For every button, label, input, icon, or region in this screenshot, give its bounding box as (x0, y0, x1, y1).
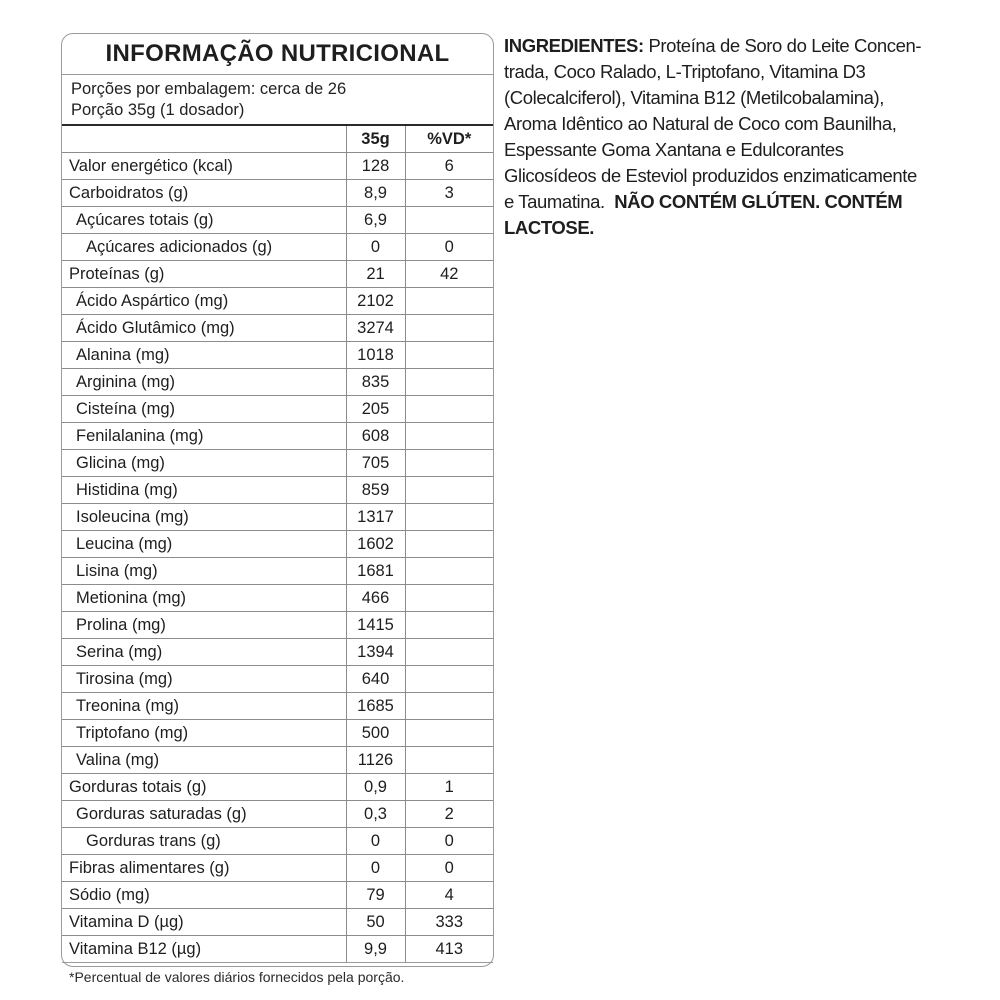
nutrient-daily-value (405, 396, 493, 423)
nutrient-name: Sódio (mg) (62, 882, 346, 909)
ingredients-line: (Colecalciferol), Vitamina B12 (Metilcobalamina), (504, 87, 885, 108)
table-row (62, 288, 493, 315)
nutrient-name: Tirosina (mg) (62, 666, 346, 693)
nutrient-name: Ácido Glutâmico (mg) (62, 315, 346, 342)
nutrient-daily-value: 42 (405, 261, 493, 288)
nutrient-daily-value (405, 531, 493, 558)
nutrient-name: Valina (mg) (62, 747, 346, 774)
nutrient-amount: 1681 (346, 558, 405, 585)
nutrient-daily-value: 0 (405, 234, 493, 261)
table-row (62, 909, 493, 936)
nutrient-amount: 2102 (346, 288, 405, 315)
nutrient-amount: 79 (346, 882, 405, 909)
table-row (62, 531, 493, 558)
nutrient-daily-value: 6 (405, 153, 493, 180)
serving-info (62, 75, 493, 126)
table-row (62, 342, 493, 369)
table-row (62, 720, 493, 747)
nutrient-daily-value (405, 288, 493, 315)
ingredients-line (504, 189, 964, 215)
footnote: *Percentual de valores diários fornecidos pela porção. (69, 969, 405, 985)
nutrient-name: Valor energético (kcal) (62, 153, 346, 180)
nutrient-daily-value (405, 423, 493, 450)
nutrition-facts-panel (61, 33, 494, 985)
ingredients-text (504, 33, 964, 241)
nutrient-name: Gorduras totais (g) (62, 774, 346, 801)
table-row (62, 828, 493, 855)
ingredients-line: Espessante Goma Xantana e Edulcorantes (504, 139, 844, 160)
nutrient-daily-value (405, 720, 493, 747)
nutrient-name: Carboidratos (g) (62, 180, 346, 207)
table-row (62, 423, 493, 450)
nutrient-name: Isoleucina (mg) (62, 504, 346, 531)
table-row (62, 153, 493, 180)
table-row (62, 747, 493, 774)
servings-per-package: Porções por embalagem: cerca de 26 (71, 80, 347, 98)
table-row (62, 936, 493, 963)
ingredients-label: INGREDIENTES: (504, 35, 644, 56)
nutrient-amount: 205 (346, 396, 405, 423)
nutrient-daily-value: 3 (405, 180, 493, 207)
table-row (62, 477, 493, 504)
nutrient-amount: 500 (346, 720, 405, 747)
nutrient-amount: 0 (346, 828, 405, 855)
header-daily-value: %VD* (405, 126, 493, 153)
nutrient-daily-value: 4 (405, 882, 493, 909)
nutrient-name: Fibras alimentares (g) (62, 855, 346, 882)
table-row (62, 639, 493, 666)
table-row (62, 666, 493, 693)
nutrient-daily-value (405, 342, 493, 369)
nutrient-amount: 0 (346, 855, 405, 882)
table-row (62, 450, 493, 477)
nutrient-daily-value: 0 (405, 828, 493, 855)
table-row (62, 801, 493, 828)
table-row (62, 558, 493, 585)
nutrient-amount: 1126 (346, 747, 405, 774)
nutrient-amount: 705 (346, 450, 405, 477)
nutrient-amount: 50 (346, 909, 405, 936)
serving-size: Porção 35g (1 dosador) (71, 101, 245, 119)
table-row (62, 585, 493, 612)
nutrient-name: Metionina (mg) (62, 585, 346, 612)
nutrient-amount: 6,9 (346, 207, 405, 234)
table-row (62, 504, 493, 531)
nutrient-daily-value (405, 477, 493, 504)
table-row (62, 369, 493, 396)
nutrient-daily-value (405, 504, 493, 531)
nutrient-name: Prolina (mg) (62, 612, 346, 639)
nutrient-amount: 1018 (346, 342, 405, 369)
nutrient-name: Gorduras trans (g) (62, 828, 346, 855)
nutrient-name: Arginina (mg) (62, 369, 346, 396)
nutrient-name: Triptofano (mg) (62, 720, 346, 747)
table-row (62, 207, 493, 234)
table-row (62, 396, 493, 423)
nutrient-daily-value (405, 639, 493, 666)
nutrient-amount: 640 (346, 666, 405, 693)
nutrient-daily-value: 1 (405, 774, 493, 801)
nutrient-amount: 128 (346, 153, 405, 180)
nutrient-daily-value: 2 (405, 801, 493, 828)
nutrient-daily-value (405, 693, 493, 720)
nutrient-amount: 1394 (346, 639, 405, 666)
panel-title: INFORMAÇÃO NUTRICIONAL (62, 34, 493, 75)
ingredients-line (504, 33, 964, 59)
nutrient-name: Vitamina B12 (µg) (62, 936, 346, 963)
nutrient-daily-value: 333 (405, 909, 493, 936)
nutrient-amount: 1317 (346, 504, 405, 531)
nutrient-daily-value (405, 315, 493, 342)
nutrient-name: Serina (mg) (62, 639, 346, 666)
nutrient-name: Glicina (mg) (62, 450, 346, 477)
table-row (62, 693, 493, 720)
ingredients-line: Glicosídeos de Esteviol produzidos enzimaticamente (504, 165, 917, 186)
nutrient-name: Cisteína (mg) (62, 396, 346, 423)
nutrient-daily-value: 0 (405, 855, 493, 882)
nutrient-daily-value (405, 558, 493, 585)
nutrient-name: Treonina (mg) (62, 693, 346, 720)
table-row (62, 855, 493, 882)
nutrient-name: Açúcares totais (g) (62, 207, 346, 234)
nutrient-daily-value (405, 369, 493, 396)
table-header-row (62, 126, 493, 153)
nutrient-amount: 835 (346, 369, 405, 396)
ingredients-line: trada, Coco Ralado, L-Triptofano, Vitamina D3 (504, 61, 866, 82)
nutrient-amount: 0,3 (346, 801, 405, 828)
nutrient-daily-value (405, 585, 493, 612)
nutrient-amount: 1685 (346, 693, 405, 720)
nutrient-daily-value (405, 666, 493, 693)
nutrient-name: Ácido Aspártico (mg) (62, 288, 346, 315)
nutrient-amount: 0 (346, 234, 405, 261)
table-row (62, 261, 493, 288)
ingredients-line-text: e Taumatina. (504, 191, 605, 212)
nutrient-amount: 3274 (346, 315, 405, 342)
nutrient-amount: 9,9 (346, 936, 405, 963)
table-row (62, 882, 493, 909)
nutrient-name: Lisina (mg) (62, 558, 346, 585)
nutrient-name: Açúcares adicionados (g) (62, 234, 346, 261)
gluten-warning: NÃO CONTÉM GLÚTEN. CONTÉM (614, 191, 903, 212)
nutrient-amount: 1415 (346, 612, 405, 639)
nutrient-amount: 1602 (346, 531, 405, 558)
nutrition-table (62, 126, 493, 963)
table-row (62, 234, 493, 261)
nutrient-daily-value (405, 207, 493, 234)
ingredients-line: Aroma Idêntico ao Natural de Coco com Baunilha, (504, 113, 897, 134)
nutrient-daily-value (405, 747, 493, 774)
nutrient-daily-value (405, 612, 493, 639)
nutrient-name: Leucina (mg) (62, 531, 346, 558)
table-row (62, 612, 493, 639)
nutrient-daily-value (405, 450, 493, 477)
table-row (62, 315, 493, 342)
nutrient-name: Alanina (mg) (62, 342, 346, 369)
table-row (62, 774, 493, 801)
header-name (62, 126, 346, 153)
nutrient-amount: 21 (346, 261, 405, 288)
nutrient-amount: 608 (346, 423, 405, 450)
header-amount: 35g (346, 126, 405, 153)
table-row (62, 180, 493, 207)
nutrient-amount: 466 (346, 585, 405, 612)
nutrient-amount: 0,9 (346, 774, 405, 801)
ingredients-line-text: Proteína de Soro do Leite Concen- (643, 35, 922, 56)
nutrient-name: Vitamina D (µg) (62, 909, 346, 936)
nutrient-name: Fenilalanina (mg) (62, 423, 346, 450)
lactose-warning: LACTOSE. (504, 217, 594, 238)
nutrient-amount: 859 (346, 477, 405, 504)
nutrient-daily-value: 413 (405, 936, 493, 963)
nutrient-name: Histidina (mg) (62, 477, 346, 504)
nutrient-amount: 8,9 (346, 180, 405, 207)
nutrient-name: Proteínas (g) (62, 261, 346, 288)
nutrient-name: Gorduras saturadas (g) (62, 801, 346, 828)
nutrition-rows (62, 153, 493, 963)
